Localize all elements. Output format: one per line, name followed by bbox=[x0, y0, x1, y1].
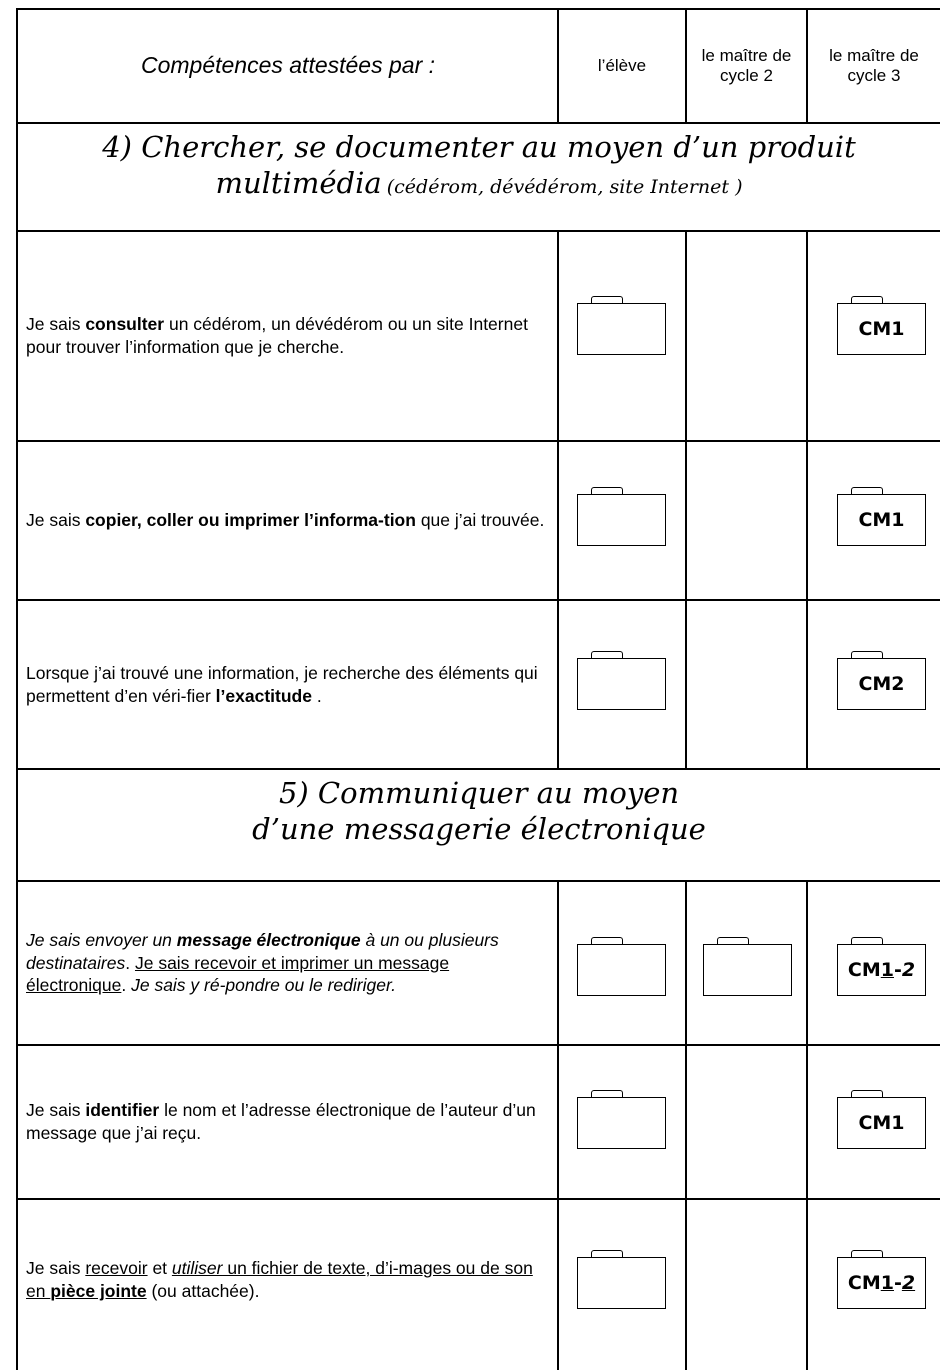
cycle3-checkbox[interactable] bbox=[837, 296, 927, 356]
student-checkbox[interactable] bbox=[577, 937, 667, 997]
student-checkbox[interactable] bbox=[577, 487, 667, 547]
col-divider-3 bbox=[806, 230, 808, 768]
level-label: CM1 bbox=[858, 318, 905, 340]
cycle3-checkbox[interactable] bbox=[837, 1090, 927, 1150]
competence-row-4: Je sais envoyer un message électronique à un ou plusieurs destinataires. Je sais recevoir et imprimer un message électronique. Je sais y ré-pondre ou le rediriger. bbox=[26, 929, 499, 996]
level-label: CM1 bbox=[858, 1112, 905, 1134]
cycle3-checkbox[interactable] bbox=[837, 487, 927, 547]
cycle3-checkbox[interactable] bbox=[837, 651, 927, 711]
header-cycle3: le maître de cycle 3 bbox=[829, 45, 919, 85]
col-divider-1 bbox=[557, 880, 559, 1370]
cycle2-checkbox[interactable] bbox=[703, 937, 793, 997]
student-checkbox[interactable] bbox=[577, 296, 667, 356]
competence-row-1: Je sais consulter un cédérom, un dévédérom ou un site Internet pour trouver l’information que je cherche. bbox=[26, 314, 528, 357]
header-title: Compétences attestées par : bbox=[140, 52, 436, 78]
section-4-subtitle: (cédérom, dévédérom, site Internet ) bbox=[386, 176, 743, 198]
cycle3-checkbox[interactable] bbox=[837, 937, 927, 997]
student-checkbox[interactable] bbox=[577, 651, 667, 711]
level-label: CM2 bbox=[858, 673, 905, 695]
level-label: CM1-2 bbox=[847, 959, 916, 981]
col-divider-2 bbox=[685, 230, 687, 768]
section-title-4 bbox=[18, 130, 940, 200]
competence-row-3: Lorsque j’ai trouvé une information, je recherche des éléments qui permettent d’en véri-fier l’exactitude . bbox=[26, 662, 538, 706]
col-divider-3 bbox=[806, 880, 808, 1370]
competence-row-5: Je sais identifier le nom et l’adresse électronique de l’auteur d’un message que j’ai reçu. bbox=[26, 1100, 536, 1143]
student-checkbox[interactable] bbox=[577, 1090, 667, 1150]
cycle3-checkbox[interactable] bbox=[837, 1250, 927, 1310]
section-5-line1: 5) Communiquer au moyen bbox=[278, 776, 680, 810]
col-divider-1 bbox=[557, 230, 559, 768]
header-cycle2: le maître de cycle 2 bbox=[701, 45, 792, 85]
competence-row-2: Je sais copier, coller ou imprimer l’informa-tion que j’ai trouvée. bbox=[26, 510, 545, 531]
section-title-5 bbox=[18, 776, 940, 846]
section-5-line2: d’une messagerie électronique bbox=[252, 812, 706, 846]
section-4-line1: 4) Chercher, se documenter au moyen d’un produit bbox=[102, 130, 856, 164]
student-checkbox[interactable] bbox=[577, 1250, 667, 1310]
section-4-line2: multimédia bbox=[215, 166, 382, 200]
row-divider bbox=[16, 768, 940, 770]
level-label: CM1 bbox=[858, 509, 905, 531]
competence-row-6: Je sais recevoir et utiliser un fichier de texte, d’i-mages ou de son en pièce jointe (ou attachée). bbox=[26, 1258, 533, 1301]
level-label: CM1-2 bbox=[847, 1272, 916, 1294]
col-divider-2 bbox=[685, 880, 687, 1370]
header-student: l’élève bbox=[597, 55, 647, 75]
table-left-border bbox=[16, 8, 18, 1370]
